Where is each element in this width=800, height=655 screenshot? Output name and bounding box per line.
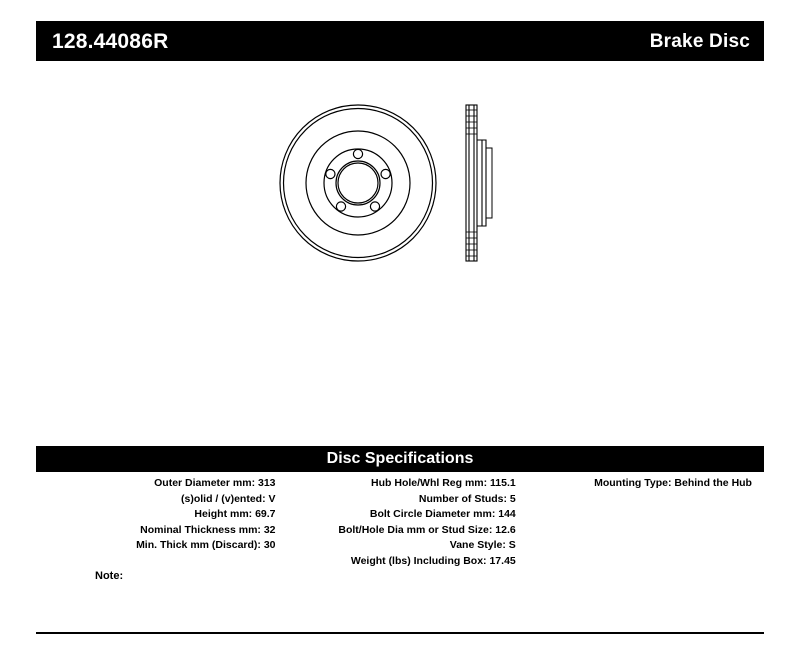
bottom-divider — [36, 632, 764, 634]
specs-column-middle — [284, 476, 524, 569]
spec-item: Hub Hole/Whl Reg mm: 115.1 — [371, 477, 516, 489]
spec-item: Vane Style: S — [449, 539, 516, 551]
spec-item: Weight (lbs) Including Box: 17.45 — [350, 554, 516, 567]
spec-item: Min. Thick mm (Discard): 30 — [136, 539, 276, 551]
spec-item: Bolt Circle Diameter mm: 144 — [369, 508, 516, 520]
specs-column-right — [524, 476, 764, 569]
spec-item: Bolt/Hole Dia mm or Stud Size: 12.6 — [338, 523, 516, 536]
spec-item: (s)olid / (v)ented: V — [181, 492, 276, 505]
specs-column-left — [36, 476, 284, 569]
spec-item: Mounting Type: Behind the Hub — [594, 477, 752, 489]
note-label: Note: — [95, 570, 124, 582]
spec-item: Nominal Thickness mm: 32 — [140, 523, 276, 536]
product-type: Brake Disc — [649, 30, 750, 52]
brake-rotor-drawing — [270, 88, 530, 278]
spec-item: Outer Diameter mm: 313 — [154, 477, 276, 489]
part-number: 128.44086R — [52, 29, 169, 53]
specs-columns — [36, 476, 764, 569]
header-bar — [36, 21, 764, 61]
spec-item: Height mm: 69.7 — [194, 508, 276, 520]
specs-title: Disc Specifications — [36, 446, 764, 472]
spec-item: Number of Studs: 5 — [418, 492, 516, 505]
